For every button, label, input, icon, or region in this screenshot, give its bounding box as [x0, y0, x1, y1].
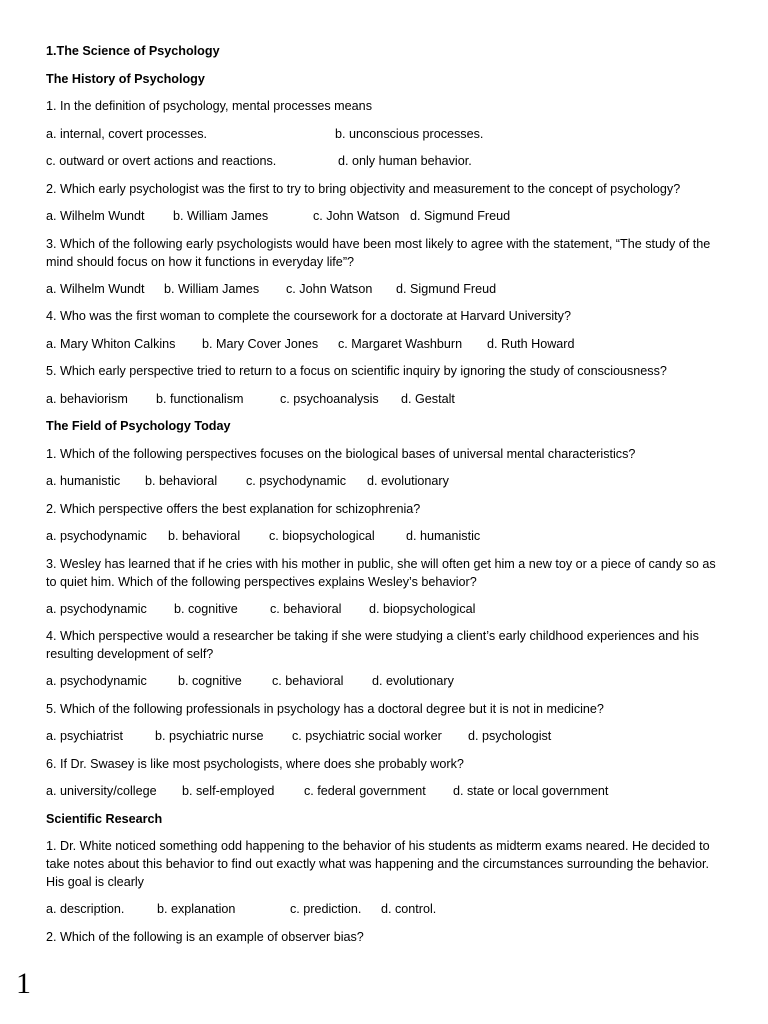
answer-option: d. humanistic: [406, 529, 481, 543]
question-text: 2. Which perspective offers the best explanation for schizophrenia?: [46, 501, 421, 516]
answer-option: a. Mary Whiton Calkins: [46, 336, 176, 351]
answer-options: [46, 207, 726, 225]
answer-option: d. Sigmund Freud: [410, 209, 511, 223]
answer-option: b. self-employed: [182, 784, 275, 798]
answer-options: [46, 672, 726, 690]
question-text: 6. If Dr. Swasey is like most psychologists, where does she probably work?: [46, 756, 464, 771]
answer-option: d. psychologist: [468, 729, 552, 743]
answer-option: c. federal government: [304, 784, 426, 798]
answer-option: d. evolutionary: [372, 674, 454, 688]
answer-option: c. outward or overt actions and reactions.: [46, 154, 277, 168]
answer-option: d. only human behavior.: [338, 154, 472, 168]
answer-option: b. William James: [164, 281, 260, 296]
answer-options: [46, 390, 726, 408]
answer-option: c. biopsychological: [269, 529, 375, 543]
answer-option: c. psychoanalysis: [280, 391, 379, 406]
answer-option: b. cognitive: [178, 674, 242, 688]
question-text: 1. Which of the following perspectives focuses on the biological bases of universal mental characteristics?: [46, 446, 636, 461]
answer-options: [46, 600, 726, 618]
answer-options: [46, 527, 726, 545]
answer-option: a. psychodynamic: [46, 601, 147, 616]
question-text: 4. Who was the first woman to complete the coursework for a doctorate at Harvard University?: [46, 309, 571, 323]
answer-options: [46, 335, 726, 353]
answer-option: c. Margaret Washburn: [338, 336, 463, 351]
answer-option: b. psychiatric nurse: [155, 729, 264, 743]
answer-option: a. psychiatrist: [46, 729, 123, 743]
answer-option: c. behavioral: [270, 601, 342, 616]
answer-option: a. psychodynamic: [46, 674, 147, 688]
answer-option: c. psychodynamic: [246, 474, 347, 488]
answer-option: d. control.: [381, 902, 437, 916]
page-number: 1: [16, 967, 31, 1000]
answer-option: b. William James: [173, 209, 269, 223]
answer-option: b. explanation: [157, 902, 236, 916]
answer-options: [46, 727, 726, 745]
chapter-title: 1.The Science of Psychology: [46, 44, 220, 58]
answer-options: [46, 152, 726, 170]
answer-option: b. unconscious processes.: [335, 126, 484, 141]
answer-option: b. Mary Cover Jones: [202, 336, 319, 351]
question-text: 5. Which of the following professionals in psychology has a doctoral degree but it is not in medicine?: [46, 701, 604, 716]
answer-option: d. Ruth Howard: [487, 336, 575, 351]
answer-option: b. functionalism: [156, 391, 244, 406]
answer-option: d. state or local government: [453, 784, 609, 798]
answer-option: a. psychodynamic: [46, 529, 147, 543]
section-heading: The Field of Psychology Today: [46, 419, 231, 433]
answer-option: c. psychiatric social worker: [292, 729, 442, 743]
question-text: 4. Which perspective would a researcher be taking if she were studying a client’s early childhood experiences and his resulting development of self?: [46, 629, 699, 661]
document-page: [46, 42, 726, 955]
question-text: 1. In the definition of psychology, mental processes means: [46, 99, 372, 113]
answer-options: [46, 472, 726, 490]
question-text: 2. Which of the following is an example of observer bias?: [46, 929, 364, 944]
answer-options: [46, 125, 726, 143]
answer-option: b. cognitive: [174, 601, 238, 616]
answer-option: b. behavioral: [168, 529, 241, 543]
section-heading: Scientific Research: [46, 811, 163, 826]
answer-option: c. John Watson: [286, 281, 373, 296]
answer-option: a. Wilhelm Wundt: [46, 209, 145, 223]
question-text: 2. Which early psychologist was the first to try to bring objectivity and measurement to the concept of psychology?: [46, 181, 681, 196]
answer-option: a. internal, covert processes.: [46, 126, 207, 141]
answer-option: d. evolutionary: [367, 474, 449, 488]
answer-option: a. behaviorism: [46, 391, 128, 406]
answer-option: d. Gestalt: [401, 391, 455, 406]
question-text: 5. Which early perspective tried to return to a focus on scientific inquiry by ignoring the study of consciousness?: [46, 364, 667, 378]
answer-option: a. university/college: [46, 784, 157, 798]
answer-option: c. behavioral: [272, 674, 344, 688]
answer-option: b. behavioral: [145, 474, 218, 488]
answer-option: a. description.: [46, 902, 125, 916]
answer-options: [46, 280, 726, 298]
answer-option: a. Wilhelm Wundt: [46, 281, 145, 296]
question-text: 3. Which of the following early psychologists would have been most likely to agree with the statement, “The study of the mind should focus on how it functions in everyday life”?: [46, 236, 711, 269]
answer-option: c. prediction.: [290, 902, 362, 916]
answer-option: d. Sigmund Freud: [396, 281, 497, 296]
answer-option: d. biopsychological: [369, 601, 476, 616]
answer-options: [46, 782, 726, 800]
section-heading: The History of Psychology: [46, 71, 205, 86]
question-text: 1. Dr. White noticed something odd happening to the behavior of his students as midterm exams neared. He decided to take notes about this behavior to find out exactly what was happening and the circumstances surrounding the behavior. His goal is clearly: [46, 839, 710, 889]
answer-options: [46, 900, 726, 918]
question-text: 3. Wesley has learned that if he cries with his mother in public, she will often get him a new toy or a piece of candy so as to quiet him. Which of the following perspectives explains Wesley’s behavior?: [46, 556, 716, 589]
answer-option: a. humanistic: [46, 474, 121, 488]
answer-option: c. John Watson: [313, 209, 400, 223]
